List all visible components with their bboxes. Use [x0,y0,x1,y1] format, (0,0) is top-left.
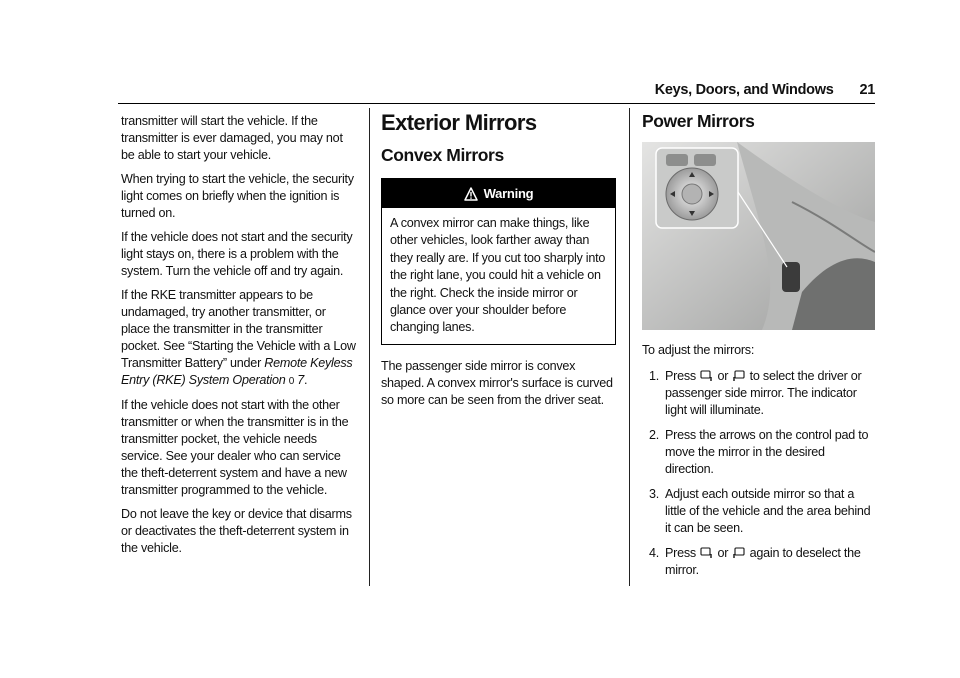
column-3 [642,111,875,587]
subsection-heading: Convex Mirrors [381,145,504,165]
paragraph: Do not leave the key or device that disarms or deactivates the theft-deterrent system in the vehicle. [121,507,352,555]
list-item: 3. Adjust each outside mirror so that a little of the vehicle and the area behind it can be seen. [648,487,871,535]
section-heading: Power Mirrors [642,111,755,131]
page-number: 21 [859,82,875,98]
right-mirror-icon [732,370,745,382]
warning-text: A convex mirror can make things, like other vehicles, look farther away than they really are. If you cut too sharply into the right lane, you could hit a vehicle on the right. Check the inside mirror or glance over your shoulder before changing lanes. [390,216,606,335]
section-heading: Exterior Mirrors [381,110,537,135]
paragraph: If the vehicle does not start with the other transmitter or when the transmitter is in the transmitter pocket, the vehicle needs service. See your dealer who can service the theft-deterrent system and have a new transmitter programmed to the vehicle. [121,398,349,497]
list-item: 2. Press the arrows on the control pad to move the mirror in the desired direction. [648,428,869,476]
section-title: Keys, Doors, and Windows [654,82,834,98]
list-item: 4. Press or again to deselect the mirror. [648,546,861,577]
warning-header [382,179,615,208]
warning-label: Warning [483,186,534,201]
page-reference[interactable]: 7 [297,373,305,387]
column-1 [121,113,356,564]
paragraph: If the RKE transmitter appears to be undamaged, try another transmitter, or place the transmitter in the transmitter pocket. See “Starting the Vehicle with a Low Transmitter Battery” under Remote Keyless Entry (RKE) System Operation 0 7. [121,288,356,387]
paragraph-text: If the RKE transmitter appears to be undamaged, try another transmitter, or place the transmitter in the transmitter pocket. See “Starting the Vehicle with a Low Transmitter Battery” under [121,288,356,370]
paragraph: To adjust the mirrors: [642,343,755,357]
column-2 [381,111,616,416]
warning-box [381,178,616,345]
column-divider-2 [629,108,630,586]
list-item: 1. Press or to select the driver or passenger side mirror. The indicator light will illuminate. [648,369,862,417]
paragraph: transmitter will start the vehicle. If the transmitter is ever damaged, you may not be able to start your vehicle. [121,114,343,162]
paragraph: If the vehicle does not start and the security light stays on, there is a problem with the system. Turn the vehicle off and try again. [121,230,353,278]
page-reference-arrow-icon: 0 [288,376,295,387]
paragraph: When trying to start the vehicle, the security light comes on briefly when the ignition is turned on. [121,172,354,220]
warning-triangle-icon [464,187,478,201]
left-mirror-icon [700,547,713,559]
running-header [640,82,875,98]
steps-list [642,368,875,579]
mirror-control-photo [642,142,875,330]
cross-reference-link[interactable]: Remote Keyless Entry (RKE) System Operation [121,356,353,387]
column-divider-1 [369,108,370,586]
header-rule [118,103,875,104]
right-mirror-icon [732,547,745,559]
paragraph: The passenger side mirror is convex shaped. A convex mirror's surface is curved so more can be seen from the driver seat. [381,358,613,407]
door-panel-illustration [642,142,875,330]
left-mirror-icon [700,370,713,382]
